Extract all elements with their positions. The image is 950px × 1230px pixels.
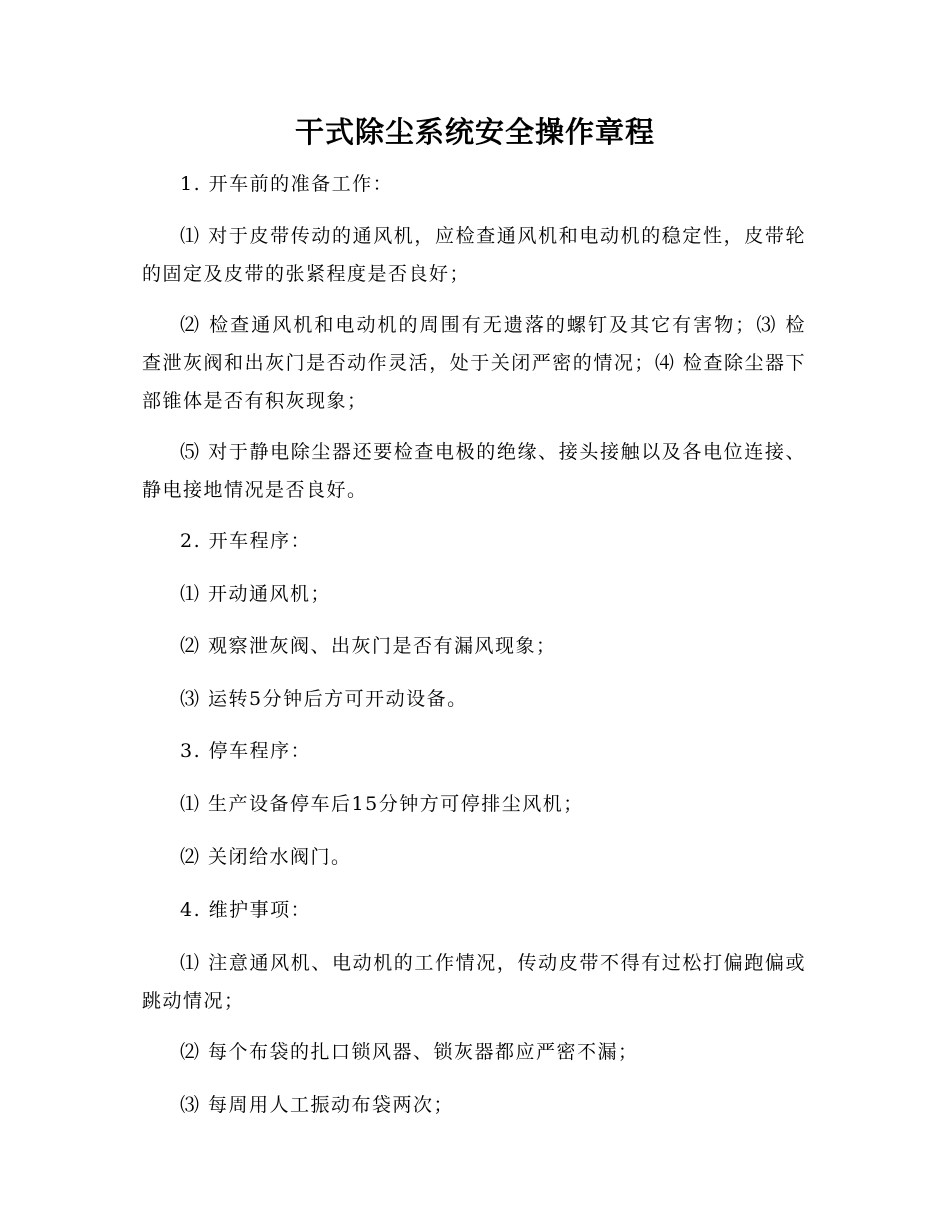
list-item-start-fan: ⑴ 开动通风机； (180, 583, 332, 605)
section-heading-stop: 3. 停车程序： (180, 740, 312, 762)
list-item-close-valve: ⑵ 关闭给水阀门。 (180, 846, 352, 868)
paragraph-belt-check: ⑴ 对于皮带传动的通风机，应检查通风机和电动机的稳定性，皮带轮的固定及皮带的张紧程度是否良好； (142, 225, 806, 285)
paragraph-electrostatic-check: ⑸ 对于静电除尘器还要检查电极的绝缘、接头接触以及各电位连接、静电接地情况是否良好。 (142, 441, 806, 501)
list-item-shake-bags: ⑶ 每周用人工振动布袋两次； (180, 1094, 455, 1116)
section-heading-prep: 1. 开车前的准备工作： (180, 173, 394, 195)
list-item-stop-fan: ⑴ 生产设备停车后15分钟方可停排尘风机； (180, 793, 584, 815)
section-heading-maintenance: 4. 维护事项： (180, 899, 312, 921)
paragraph-monitor-motor: ⑴ 注意通风机、电动机的工作情况，传动皮带不得有过松打偏跑偏或跳动情况； (142, 952, 806, 1012)
document-title: 干式除尘系统安全操作章程 (294, 115, 655, 149)
list-item-observe-leak: ⑵ 观察泄灰阀、出灰门是否有漏风现象； (180, 635, 557, 657)
list-item-run-five-min: ⑶ 运转5分钟后方可开动设备。 (180, 688, 468, 710)
list-item-bag-seal: ⑵ 每个布袋的扎口锁风器、锁灰器都应严密不漏； (180, 1041, 639, 1063)
paragraph-surroundings-check: ⑵ 检查通风机和电动机的周围有无遗落的螺钉及其它有害物；⑶ 检查泄灰阀和出灰门是否动作灵活，处于关闭严密的情况；⑷ 检查除尘器下部锥体是否有积灰现象； (142, 314, 806, 412)
section-heading-start: 2. 开车程序： (180, 530, 312, 552)
